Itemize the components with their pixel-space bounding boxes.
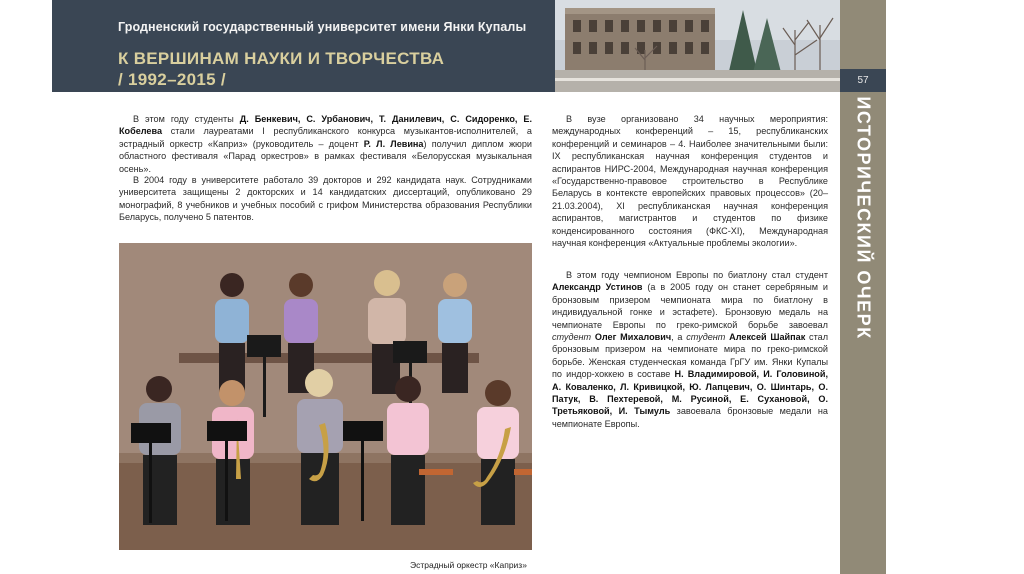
text-run: студент bbox=[686, 332, 726, 343]
university-building-photo bbox=[555, 0, 840, 92]
text-run: В этом году студенты bbox=[133, 114, 240, 124]
text-run: завоевала бронзовые медали на чемпионате Европы. bbox=[552, 406, 828, 429]
section-title-vertical bbox=[840, 96, 886, 340]
orchestra-photo bbox=[119, 243, 532, 550]
text-run: В этом году чемпионом Европы по биатлону стал студент bbox=[566, 270, 828, 280]
page-number: 57 bbox=[840, 69, 886, 92]
right-paragraph-2 bbox=[552, 269, 828, 430]
athlete-name: Олег Михалович bbox=[594, 332, 672, 343]
book-title-line1: К ВЕРШИНАМ НАУКИ И ТВОРЧЕСТВА bbox=[118, 49, 445, 68]
text-run: (а в 2005 году он станет серебряным и бронзовым призером чемпионата мира по биатлону в индивидуальной гонке и эстафете). Бронзовую медаль на чемпионате Европы по греко-римской борьбе завоевал bbox=[552, 282, 828, 330]
book-title-line2: / 1992–2015 / bbox=[118, 70, 226, 89]
text-run: ) получил диплом жюри областного фестиваля «Парад оркестров» в рамках фестиваля «Белорусская музыкальная осень». bbox=[119, 138, 532, 174]
text-run: студент bbox=[552, 332, 592, 343]
text-run: , а bbox=[671, 332, 687, 343]
photo-caption: Эстрадный оркестр «Каприз» bbox=[410, 560, 527, 570]
student-names: Д. Бенкевич, С. Урбанович, Т. Данилевич, С. Сидоренко, Е. Кобелева bbox=[119, 114, 532, 137]
leader-name: Р. Л. Левина bbox=[363, 138, 424, 149]
text-run: В вузе организовано 34 научных мероприятия: международных конференций – 15, республиканских конференций и семинаров – 4. Наиболее значительными были: IX республиканская научная конференция студентов и аспирантов НИРС-2004, Международная научная конференция «Государственно-правовое строительство в Республике Беларусь в контексте европейских правовых процессов» (20–21.03.2004), XI республиканская научная конференция аспирантов, магистрантов и студентов по физике конденсированного состояния (ФКС-XI), Международная научная конференция «Актуальные проблемы экологии». bbox=[552, 114, 828, 249]
right-paragraph-1 bbox=[552, 113, 828, 249]
left-paragraph-1 bbox=[119, 113, 532, 175]
text-run: стал бронзовым призером на чемпионате мира по греко-римской борьбе. Женская студенческая команда ГрГУ им. Янки Купалы по индор-хоккею в составе bbox=[552, 332, 829, 380]
left-paragraph-2: В 2004 году в университете работало 39 докторов и 292 кандидата наук. Сотрудниками университета защищены 2 докторских и 14 кандидатских диссертаций, опубликовано 29 монографий, 8 учебников и учебных пособий с грифом Министерства образования Республики Беларусь, получено 5 патентов. bbox=[119, 175, 532, 223]
text-run: стали лауреатами I республиканского конкурса музыкантов-исполнителей, а эстрадный оркестр «Каприз» (руководитель – доцент bbox=[119, 126, 532, 149]
team-names: Н. Владимировой, И. Головиной, А. Коваленко, Л. Кривицкой, Ю. Лапцевич, О. Шинтарь, О. Патук, В. Пехтеревой, М. Русиной, Е. Сухановой, О. Третьяковой, И. Тымуль bbox=[552, 369, 828, 417]
athlete-name: Александр Устинов bbox=[552, 282, 643, 293]
section-title-text: ИСТОРИЧЕСКИЙ ОЧЕРК bbox=[853, 96, 874, 340]
athlete-name: Алексей Шайпак bbox=[729, 332, 806, 343]
header-banner bbox=[52, 0, 555, 92]
university-name: Гродненский государственный университет имени Янки Купалы bbox=[118, 20, 527, 34]
